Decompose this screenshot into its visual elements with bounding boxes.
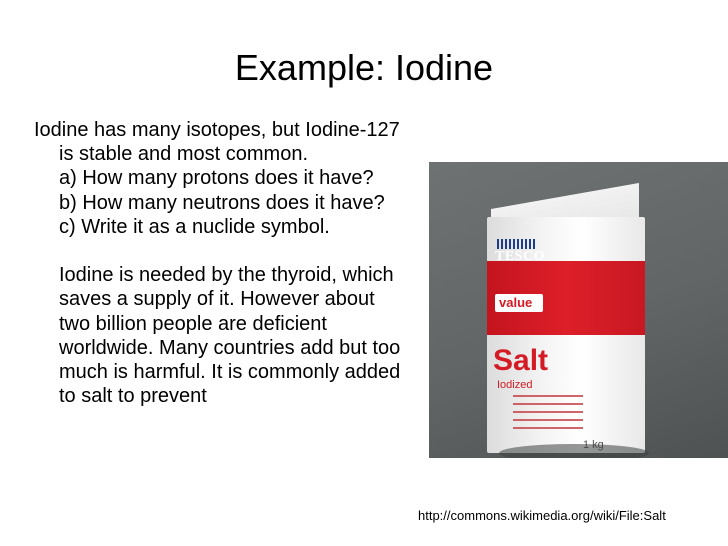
brand-text: TESCO (495, 249, 545, 264)
question-c: c) Write it as a nuclide symbol. (59, 215, 330, 238)
question-a: a) How many protons does it have? (59, 167, 374, 190)
image-source-link[interactable]: http://commons.wikimedia.org/wiki/File:Salt (418, 508, 666, 523)
intro-text: Iodine has many isotopes, but Iodine-127 is stable and most common. (34, 119, 400, 166)
tesco-logo (495, 249, 545, 291)
salt-bag-photo (429, 162, 728, 458)
thyroid-paragraph: Iodine is needed by the thyroid, which saves a supply of it. However about two billion people are deficient worldwide. Many countries add but too much is harmful. It is commonly added to salt to prevent (59, 264, 401, 408)
fine-print (513, 395, 583, 437)
slide-title: Example: Iodine (234, 47, 494, 88)
question-b: b) How many neutrons does it have? (59, 191, 385, 214)
paragraph-gap (34, 239, 404, 263)
bag-shadow (499, 444, 649, 458)
value-text: value (499, 295, 533, 310)
tesco-stripes-icon (497, 239, 537, 249)
salt-bag (487, 217, 645, 453)
product-name: Salt (493, 344, 549, 377)
slide-body (34, 118, 404, 546)
product-subtitle: Iodized (497, 379, 533, 391)
